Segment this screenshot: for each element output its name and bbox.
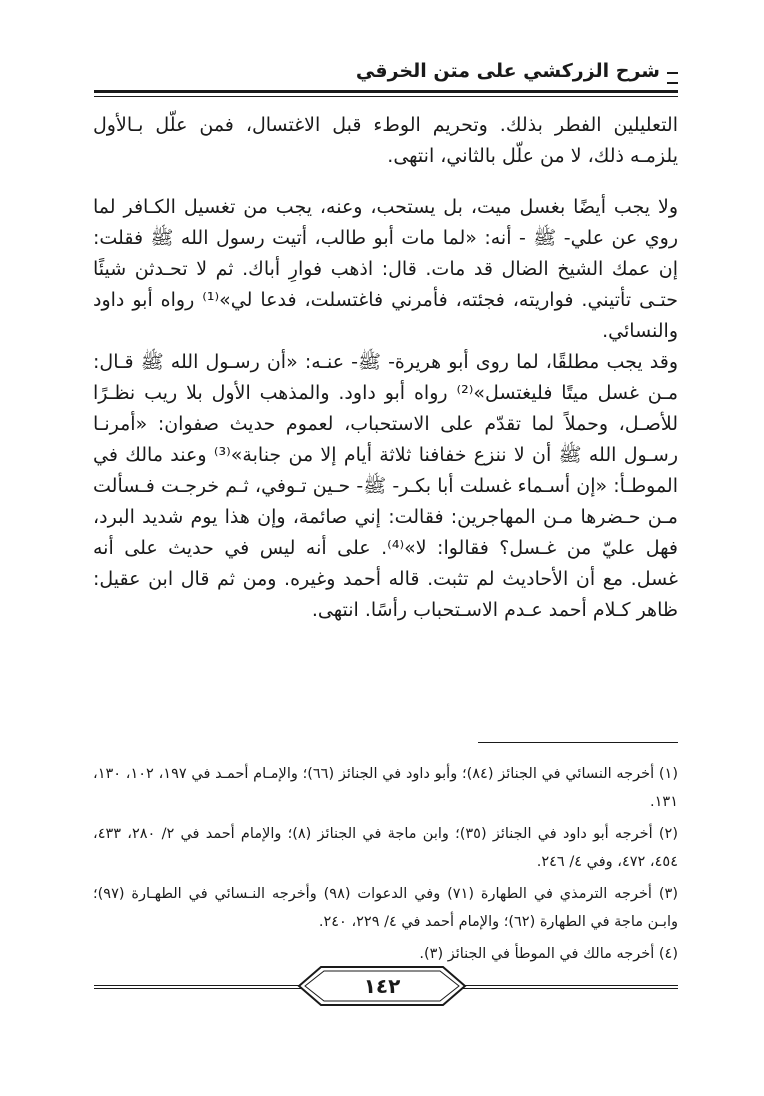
footnote-1: (١) أخرجه النسائي في الجنائز (٨٤)؛ وأبو داود في الجنائز (٦٦)؛ والإمـام أحمـد في ١٩٧، ١٠٢، ١٣٠، ١٣١. <box>93 766 678 810</box>
footnote-2: (٢) أخرجه أبو داود في الجنائز (٣٥)؛ وابن ماجة في الجنائز (٨)؛ والإمام أحمد في ٢/ ٢٨٠، ٤٣٣، ٤٥٤، ٤٧٢، وفي ٤/ ٢٤٦. <box>93 826 678 870</box>
header-rule <box>94 90 678 97</box>
main-text <box>93 110 678 626</box>
running-header-title: شرح الزركشي على متن الخرقي <box>355 60 660 82</box>
page-number-ornament <box>297 965 467 1007</box>
footnote-4: (٤) أخرجه مالك في الموطأ في الجنائز (٣). <box>419 946 678 962</box>
footnote-separator <box>478 742 678 743</box>
paragraph-1: التعليلين الفطر بذلك. وتحريم الوطء قبل الاغتسال، فمن علّل بـالأول يلزمـه ذلك، لا من علّل بالثاني، انتهى. <box>93 114 678 167</box>
footnotes <box>93 760 678 972</box>
footnote-3: (٣) أخرجه الترمذي في الطهارة (٧١) وفي الدعوات (٩٨) وأخرجه النـسائي في الطهـارة (٩٧)؛ وابـن ماجة في الطهارة (٦٢)؛ والإمام أحمد في ٤/ ٢٢٩، ٢٤٠. <box>93 886 678 930</box>
page-number: ١٤٢ <box>363 974 401 998</box>
paragraph-3: وقد يجب مطلقًا، لما روى أبو هريرة- ﷺ- عنـه: «أن رسـول الله ﷺ قـال: مـن غسل ميتًا فليغتسل»⁽²⁾ رواه أبو داود. والمذهب الأول بلا ريب نظـرًا للأصـل، وحملاً لما تقدّم على الاستحباب، لعموم حديث صفوان: «أمرنـا رسـول الله ﷺ أن لا ننزع خفافنا ثلاثة أيام إلا من جنابة»⁽³⁾ وعند مالك في الموطـأ: «إن أسـماء غسلت أبا بكـر- ﷺ- حـين تـوفي، ثـم خرجـت فـسألت مـن حـضرها مـن المهاجرين: فقالت: إني صائمة، وإن هذا يوم شديد البرد، فهل عليّ من غـسل؟ فقالوا: لا»⁽⁴⁾. على أنه ليس في حديث على أنه غسل. مع أن الأحاديث لم تثبت. قاله أحمد وغيره. ومن ثم قال ابن عقيل: ظاهر كـلام أحمد عـدم الاسـتحباب رأسًا. انتهى. <box>93 351 678 621</box>
paragraph-2: ولا يجب أيضًا بغسل ميت، بل يستحب، وعنه، يجب من تغسيل الكـافر لما روي عن علي- ﷺ - أنه: «لما مات أبو طالب، أتيت رسول الله ﷺ فقلت: إن عمك الشيخ الضال قد مات. قال: اذهب فوارِ أباك. ثم لا تحـدثن شيئًا حتـى تأتيني. فواريته، فجئته، فأمرني فاغتسلت، فدعا لي»⁽¹⁾ رواه أبو داود والنسائي. <box>93 196 678 342</box>
header-marker <box>667 72 678 84</box>
